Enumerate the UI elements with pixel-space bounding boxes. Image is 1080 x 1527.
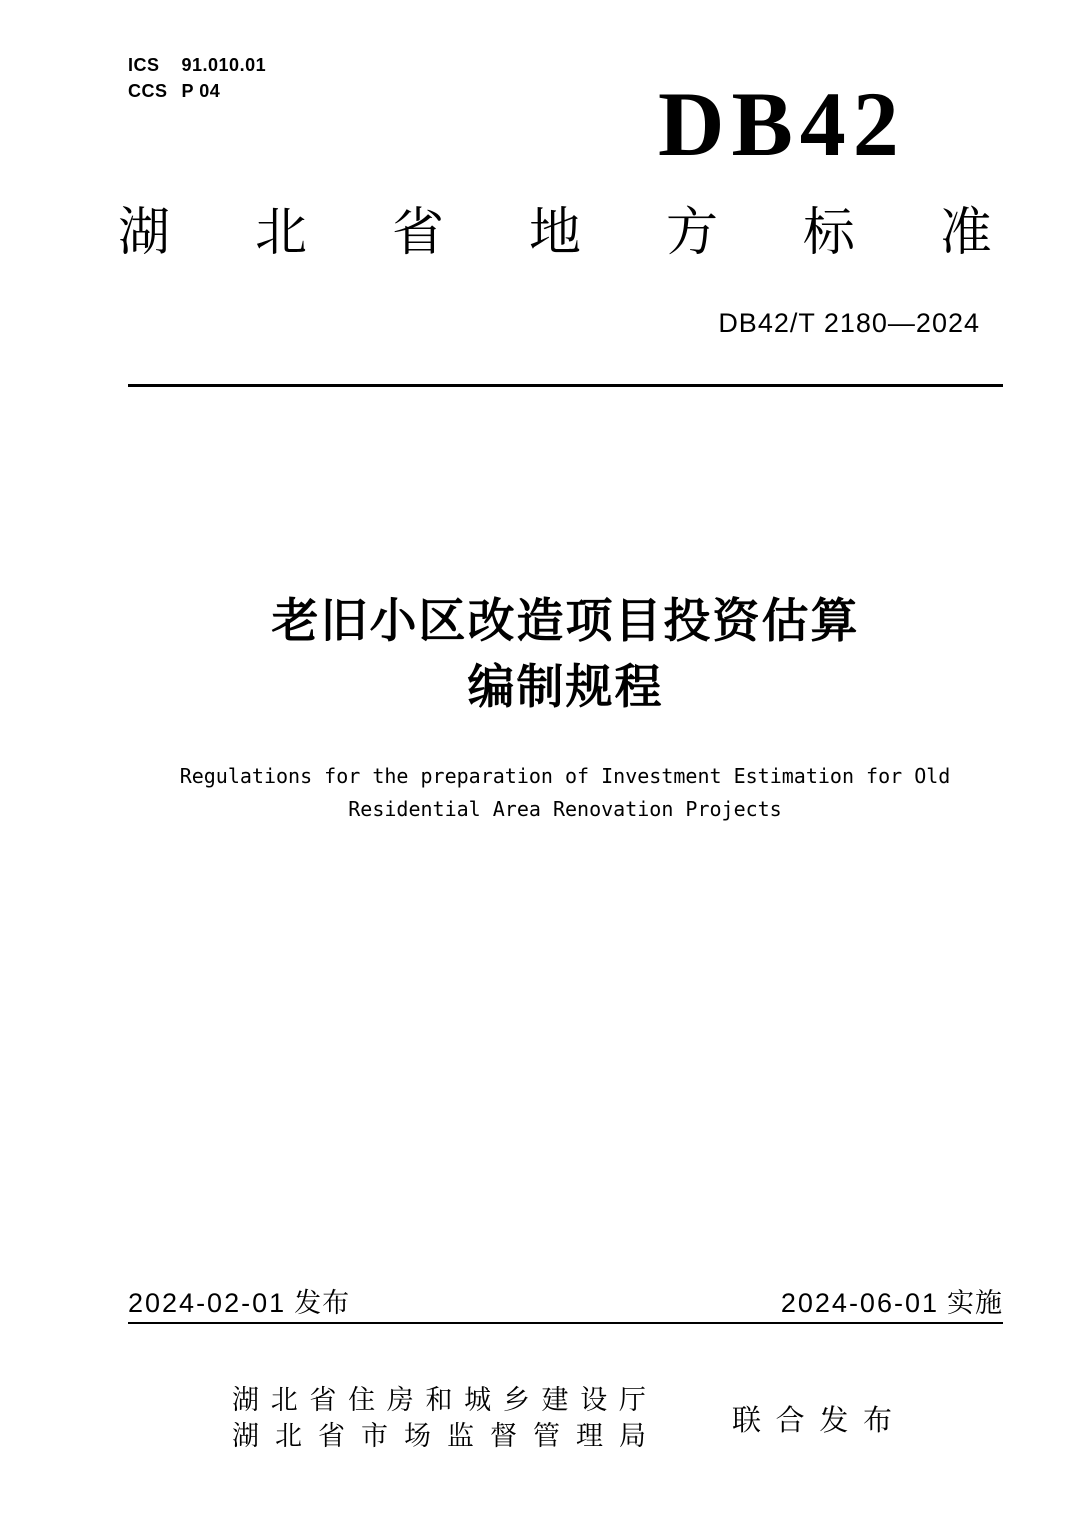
standard-title-en-line1: Regulations for the preparation of Investment Estimation for Old bbox=[179, 764, 951, 788]
ics-value: 91.010.01 bbox=[181, 55, 267, 75]
publisher-line-2: 湖 北 省 市 场 监 督 管 理 局 bbox=[232, 1421, 646, 1451]
ics-label: ICS bbox=[128, 55, 160, 75]
publishers-row bbox=[128, 1382, 1003, 1454]
db42-logo: DB42 bbox=[658, 73, 906, 175]
standard-title-en-line2: Residential Area Renovation Projects bbox=[348, 797, 782, 821]
publisher-list bbox=[232, 1382, 646, 1454]
implementation-date bbox=[781, 1288, 1003, 1318]
publisher-line-1: 湖 北 省 住 房 和 城 乡 建 设 厅 bbox=[232, 1385, 646, 1415]
implementation-date-value: 2024-06-01 bbox=[780, 1288, 939, 1318]
issue-date-value: 2024-02-01 bbox=[128, 1288, 287, 1318]
standard-title-zh-line2: 编制规程 bbox=[467, 660, 664, 713]
header-rule bbox=[128, 384, 1003, 387]
classification-codes bbox=[128, 52, 266, 104]
standard-title-zh-line1: 老旧小区改造项目投资估算 bbox=[271, 594, 860, 647]
implementation-date-label: 实施 bbox=[947, 1288, 1003, 1318]
standard-number: DB42/T 2180—2024 bbox=[718, 308, 980, 338]
standard-title-en bbox=[65, 760, 1065, 826]
joint-release-label: 联 合 发 布 bbox=[732, 1404, 892, 1437]
standard-type-title: 湖 北 省 地 方 标 准 bbox=[118, 204, 992, 262]
issue-date-label: 发布 bbox=[294, 1288, 351, 1318]
ccs-value: P 04 bbox=[181, 81, 221, 101]
standard-title-zh bbox=[128, 588, 1003, 720]
ccs-label: CCS bbox=[128, 81, 168, 101]
issue-date bbox=[128, 1288, 350, 1318]
dates-row bbox=[128, 1288, 1003, 1318]
ccs-code-line bbox=[128, 78, 266, 104]
ics-code-line bbox=[128, 52, 266, 78]
footer-rule bbox=[128, 1322, 1003, 1324]
